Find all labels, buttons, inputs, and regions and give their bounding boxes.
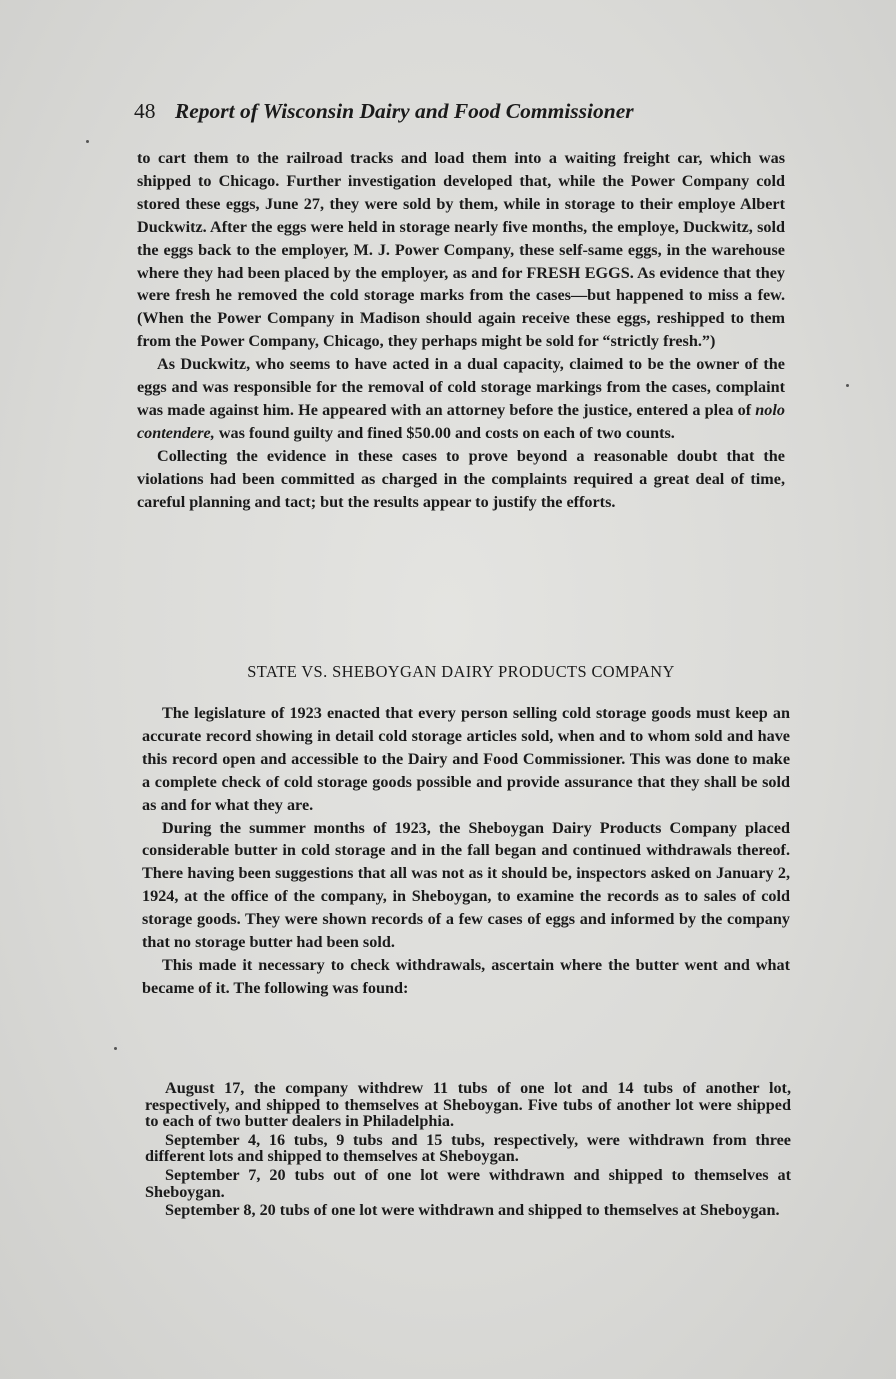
section-heading: STATE VS. SHEBOYGAN DAIRY PRODUCTS COMPANY	[247, 662, 675, 681]
paragraph-continuation: to cart them to the railroad tracks and load them into a waiting freight car, which was shipped to Chicago. Further investigation developed that, while the Power Company cold stored these eggs, June 27, they were sold by them, while in storage to their employe Albert Duckwitz. After the eggs were held in storage nearly five months, the employe, Duckwitz, sold the eggs back to the employer, M. J. Power Company, these self-same eggs, in the warehouse where they had been placed by the employer, as and for FRESH EGGS. As evidence that they were fresh he removed the cold storage marks from the cases—but happened to miss a few. (When the Power Company in Madison should again receive these eggs, reshipped to them from the Power Company, Chicago, they perhaps might be sold for “strictly fresh.”)	[137, 149, 785, 351]
running-title: Report of Wisconsin Dairy and Food Commissioner	[174, 99, 634, 123]
scan-speck	[86, 140, 89, 143]
paragraph-duckwitz-text: As Duckwitz, who seems to have acted in a dual capacity, claimed to be the owner of the eggs and was responsible for the removal of cold storage markings from the cases, complaint was made against him. He appeared with an attorney before the justice, entered a plea of	[137, 355, 785, 419]
paragraph-withdrawals: This made it necessary to check withdrawals, ascertain where the butter went and what became of it. The following was found:	[142, 955, 790, 997]
record-entry: September 4, 16 tubs, 9 tubs and 15 tubs, respectively, were withdrawn from three different lots and shipped to themselves at Sheboygan.	[145, 1130, 791, 1166]
scan-speck	[846, 384, 849, 387]
record-entry: September 8, 20 tubs of one lot were withdrawn and shipped to themselves at Sheboygan.	[165, 1201, 780, 1220]
scan-speck	[114, 1047, 117, 1050]
paragraph-legislature: The legislature of 1923 enacted that every person selling cold storage goods must keep an accurate record showing in detail cold storage articles sold, when and to whom sold and have this record open and accessible to the Dairy and Food Commissioner. This was done to make a complete check of cold storage goods possible and provide assurance that they shall be sold as and for what they are.	[142, 704, 790, 814]
withdrawal-records	[145, 1080, 791, 1221]
paragraph-evidence: Collecting the evidence in these cases to prove beyond a reasonable doubt that the violations had been committed as charged in the complaints required a great deal of time, careful planning and tact; but the results appear to justify the efforts.	[137, 446, 785, 511]
legal-term: nolo contendere,	[137, 400, 785, 442]
page-header	[134, 99, 774, 124]
body-text-top	[137, 147, 785, 514]
paragraph-summer: During the summer months of 1923, the Sheboygan Dairy Products Company placed considerable butter in cold storage and in the fall began and continued withdrawals thereof. There having been suggestions that all was not as it should be, inspectors asked on January 2, 1924, at the office of the company, in Sheboygan, to examine the records as to sales of cold storage goods. They were shown records of a few cases of eggs and informed by the company that no storage butter had been sold.	[142, 818, 790, 952]
body-text-section	[142, 702, 790, 1000]
paragraph-duckwitz	[137, 353, 785, 445]
record-entry: September 7, 20 tubs out of one lot were withdrawn and shipped to themselves at Sheboygan.	[145, 1165, 791, 1201]
record-entry: August 17, the company withdrew 11 tubs of one lot and 14 tubs of another lot, respectively, and shipped to themselves at Sheboygan. Five tubs of another lot were shipped to each of two butter dealers in Philadelphia.	[145, 1079, 791, 1131]
page-number: 48	[134, 99, 156, 123]
paragraph-duckwitz-text-end: was found guilty and fined $50.00 and costs on each of two counts.	[214, 423, 675, 442]
